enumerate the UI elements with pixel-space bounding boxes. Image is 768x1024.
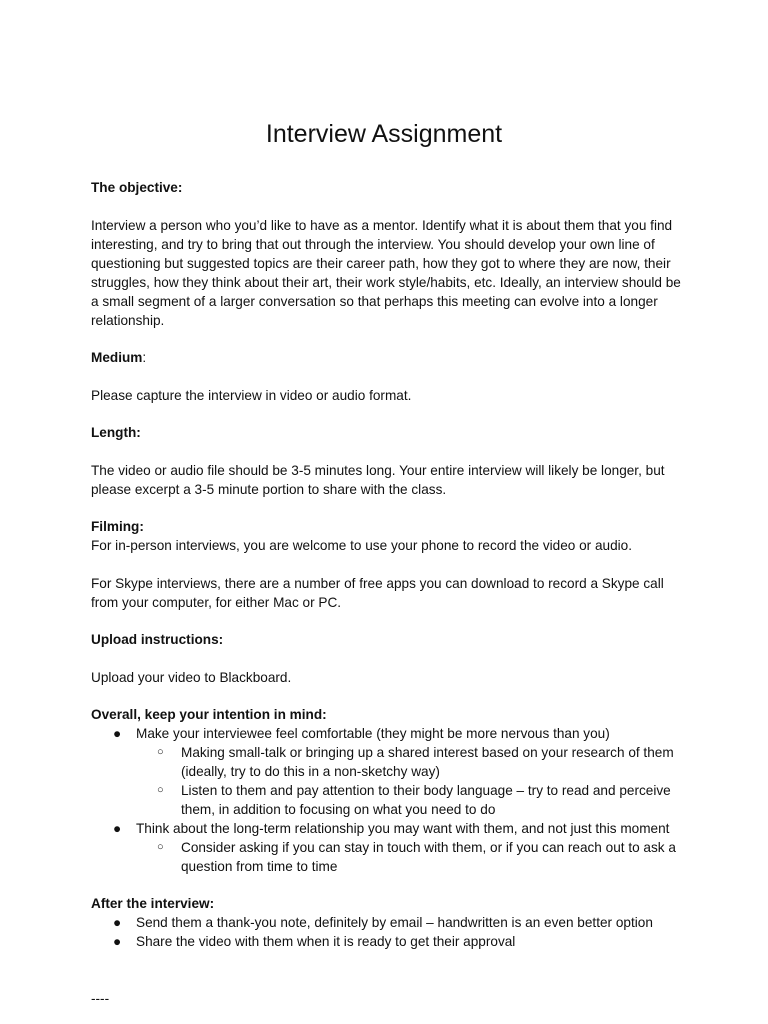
section-filming bbox=[91, 517, 691, 612]
intention-list bbox=[91, 724, 691, 876]
list-item-text: Think about the long-term relationship you may want with them, and not just this moment bbox=[136, 821, 670, 836]
section-heading-intention: Overall, keep your intention in mind: bbox=[91, 707, 327, 722]
section-objective bbox=[91, 178, 691, 330]
list-item bbox=[91, 932, 691, 951]
section-body-medium: Please capture the interview in video or audio format. bbox=[91, 388, 412, 403]
section-intention bbox=[91, 705, 691, 876]
bullet-icon: ● bbox=[113, 821, 122, 836]
sub-list-item-text: Listen to them and pay attention to their body language – try to read and perceive them, in addition to focusing on what you need to do bbox=[181, 783, 671, 817]
sub-list-item bbox=[91, 781, 691, 819]
separator-line: ---- bbox=[91, 991, 110, 1006]
hollow-bullet-icon: ○ bbox=[157, 746, 164, 758]
list-item bbox=[91, 913, 691, 932]
section-body-filming-1: For in-person interviews, you are welcome to use your phone to record the video or audio. bbox=[91, 538, 633, 553]
section-body-upload: Upload your video to Blackboard. bbox=[91, 670, 292, 685]
section-length bbox=[91, 423, 691, 499]
bullet-icon: ● bbox=[113, 726, 122, 741]
section-after bbox=[91, 894, 691, 951]
section-body-filming-2: For Skype interviews, there are a number of free apps you can download to record a Skype call from your computer, for either Mac or PC. bbox=[91, 576, 664, 610]
list-item-text: Send them a thank-you note, definitely by email – handwritten is an even better option bbox=[136, 915, 653, 930]
section-heading-medium: Medium bbox=[91, 350, 143, 365]
sub-list-item bbox=[91, 838, 691, 876]
section-body-length: The video or audio file should be 3-5 minutes long. Your entire interview will likely be longer, but please excerpt a 3-5 minute portion to share with the class. bbox=[91, 463, 665, 497]
hollow-bullet-icon: ○ bbox=[157, 784, 164, 796]
sub-list-item bbox=[91, 743, 691, 781]
sub-list bbox=[91, 743, 691, 819]
sub-list bbox=[91, 838, 691, 876]
list-item-text: Share the video with them when it is ready to get their approval bbox=[136, 934, 516, 949]
after-list bbox=[91, 913, 691, 951]
section-heading-after: After the interview: bbox=[91, 896, 215, 911]
section-body-objective: Interview a person who you’d like to have as a mentor. Identify what it is about them that you find interesting, and try to bring that out through the interview. You should develop your own line of questioning but suggested topics are their career path, how they got to where they are now, their struggles, how they think about their art, their work style/habits, etc. Ideally, an interview should be a small segment of a larger conversation so that perhaps this meeting can evolve into a longer relationship. bbox=[91, 218, 681, 328]
bullet-icon: ● bbox=[113, 915, 122, 930]
document-page bbox=[91, 0, 691, 1024]
sub-list-item-text: Consider asking if you can stay in touch with them, or if you can reach out to ask a question from time to time bbox=[181, 840, 676, 874]
document-body bbox=[91, 178, 691, 1022]
section-heading-medium-suffix: : bbox=[142, 350, 147, 365]
document-title: Interview Assignment bbox=[265, 120, 503, 148]
section-heading-objective: The objective: bbox=[91, 180, 183, 195]
section-heading-length: Length: bbox=[91, 425, 141, 440]
section-medium bbox=[91, 348, 691, 405]
bullet-icon: ● bbox=[113, 934, 122, 949]
sub-list-item-text: Making small-talk or bringing up a shared interest based on your research of them (ideally, try to do this in a non-sketchy way) bbox=[181, 745, 674, 779]
list-item bbox=[91, 819, 691, 876]
list-item bbox=[91, 724, 691, 819]
list-item-text: Make your interviewee feel comfortable (they might be more nervous than you) bbox=[136, 726, 610, 741]
section-heading-upload: Upload instructions: bbox=[91, 632, 224, 647]
section-heading-filming: Filming: bbox=[91, 519, 144, 534]
section-upload bbox=[91, 630, 691, 687]
hollow-bullet-icon: ○ bbox=[157, 841, 164, 853]
